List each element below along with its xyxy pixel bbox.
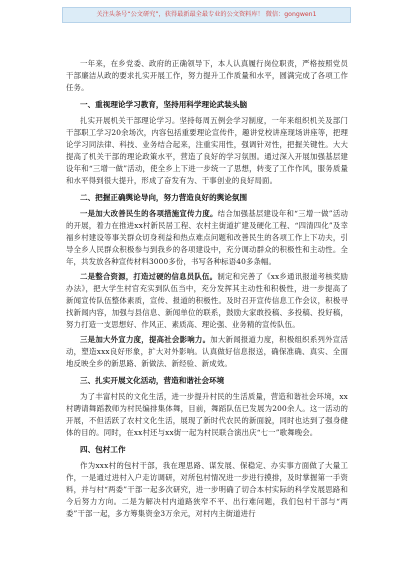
section-2-point-3-lead: 三是加大外宣力度，提高社会影响力。 — [80, 335, 211, 344]
section-2-point-2-text: 制定和完善了《xx乡通讯报道考核奖励办法》，把大学生村官充实到队伍当中，充分发挥其主动性和积极性，进一步提高了新闻宣传队伍整体素质，宣传、报道的积极性。及时召开宣传信息工作会议，积极寻找新闻内容，加强与县信息、新闻单位的联系，鼓励大家敢投稿、多投稿、投好稿，努力打造一支思想好、作风正、素质高、理论强、业务精的宣传队伍。 — [66, 272, 348, 329]
intro-paragraph: 一年来，在乡党委、政府的正确领导下，本人认真履行岗位职责，严格按照党员干部廉洁从政的要求扎实开展工作，努力提升工作质量和水平，圆满完成了各项工作任务。 — [66, 59, 348, 92]
section-2-paragraph-3 — [66, 334, 348, 370]
section-2-paragraph-1 — [66, 208, 348, 268]
section-heading-2: 二、把握正确舆论导向，努力营造良好的舆论氛围 — [80, 193, 248, 202]
document-body — [66, 58, 348, 523]
section-1-paragraph: 扎实开展机关干部理论学习。坚持每周五例会学习制度，一年来组织机关及部门干部职工学习20余场次，内容包括重要理论宣传件，趣讲党校讲座现场讲座等，把理论学习同法律、科技、业务结合起来，注重实用性，强调针对性，把握关键性。大大提高了机关干部的理论政策水平，营造了良好的学习氛围。通过深入开展加强基层建设年和“三增一做”活动，使全乡上下进一步统一了思想，转变了工作作风，服务质量和水平得到很大提升，形成了奋发有为、干事创业的良好局面。 — [66, 116, 348, 185]
section-2-point-1-lead: 一是加大改善民生的各项措施宣传力度。 — [80, 209, 218, 218]
section-3-paragraph: 为了丰富村民的文化生活，进一步提升村民的生活质量，营造和谐社会环境，xx村聘请舞蹈教师为村民编排集体舞，目前，舞蹈队伍已发展为200余人。这一活动的开展，不但活跃了农村文化生活，展现了新时代农民的新面貌，同时也达到了强身健体的目的。同时，在xx村还与xx街一起为村民联合演出庆“七一”歌舞晚会。 — [66, 392, 348, 437]
section-heading-4: 四、包村工作 — [80, 445, 126, 454]
section-2-point-3-text: 加大新闻报道力度，积极组织系列外宣活动，塑造xxx良好形象，扩大对外影响。认真做好信息报送，确保准确、真实、全面地反映全乡的新思路、新做法、新经验、新成效。 — [66, 335, 348, 368]
section-2-point-2-lead: 二是整合资源，打造过硬的信息员队伍。 — [80, 272, 218, 281]
section-4-paragraph: 作为xxx村的包村干部，我在理思路、谋发展、保稳定、办实事方面做了大量工作，一是通过进村入户走访调研，对所包村情况进一步进行摸排，及时掌握第一手资料，并与村“两委”干部一起多次研究，进一步明确了切合本村实际的科学发展思路和今后努力方向。二是为解决村内道路狭窄不平、出行难问题，我们包村干部与“两委”干部一起，多方筹集资金3万余元，对村内主街道进行 — [66, 461, 348, 518]
section-2-point-1-text: 结合加强基层建设年和“三增一做”活动的开展，着力在推进xx村新民居工程、农村主街道扩建及硬化工程、“四清四化”及幸福乡村建设等事关群众切身利益和热点难点问题和改善民生的各项工作上下功夫，引导全乡人民群众积极参与到我乡的各项建设中，充分调动群众的积极性和主动性。全年，共发放各种宣传材料3000多份，书写各种标语40多条幅。 — [66, 209, 349, 266]
section-2-paragraph-2 — [66, 271, 348, 331]
section-heading-3: 三、扎实开展文化活动，营造和谐社会环境 — [80, 376, 225, 385]
promo-banner: 关注头条号“公文研究”，获得最新最全最专业的公文资料库！ 微信：gongwen1 — [62, 7, 351, 23]
section-heading-1: 一、重视理论学习教育，坚持用科学理论武装头脑 — [80, 100, 248, 109]
